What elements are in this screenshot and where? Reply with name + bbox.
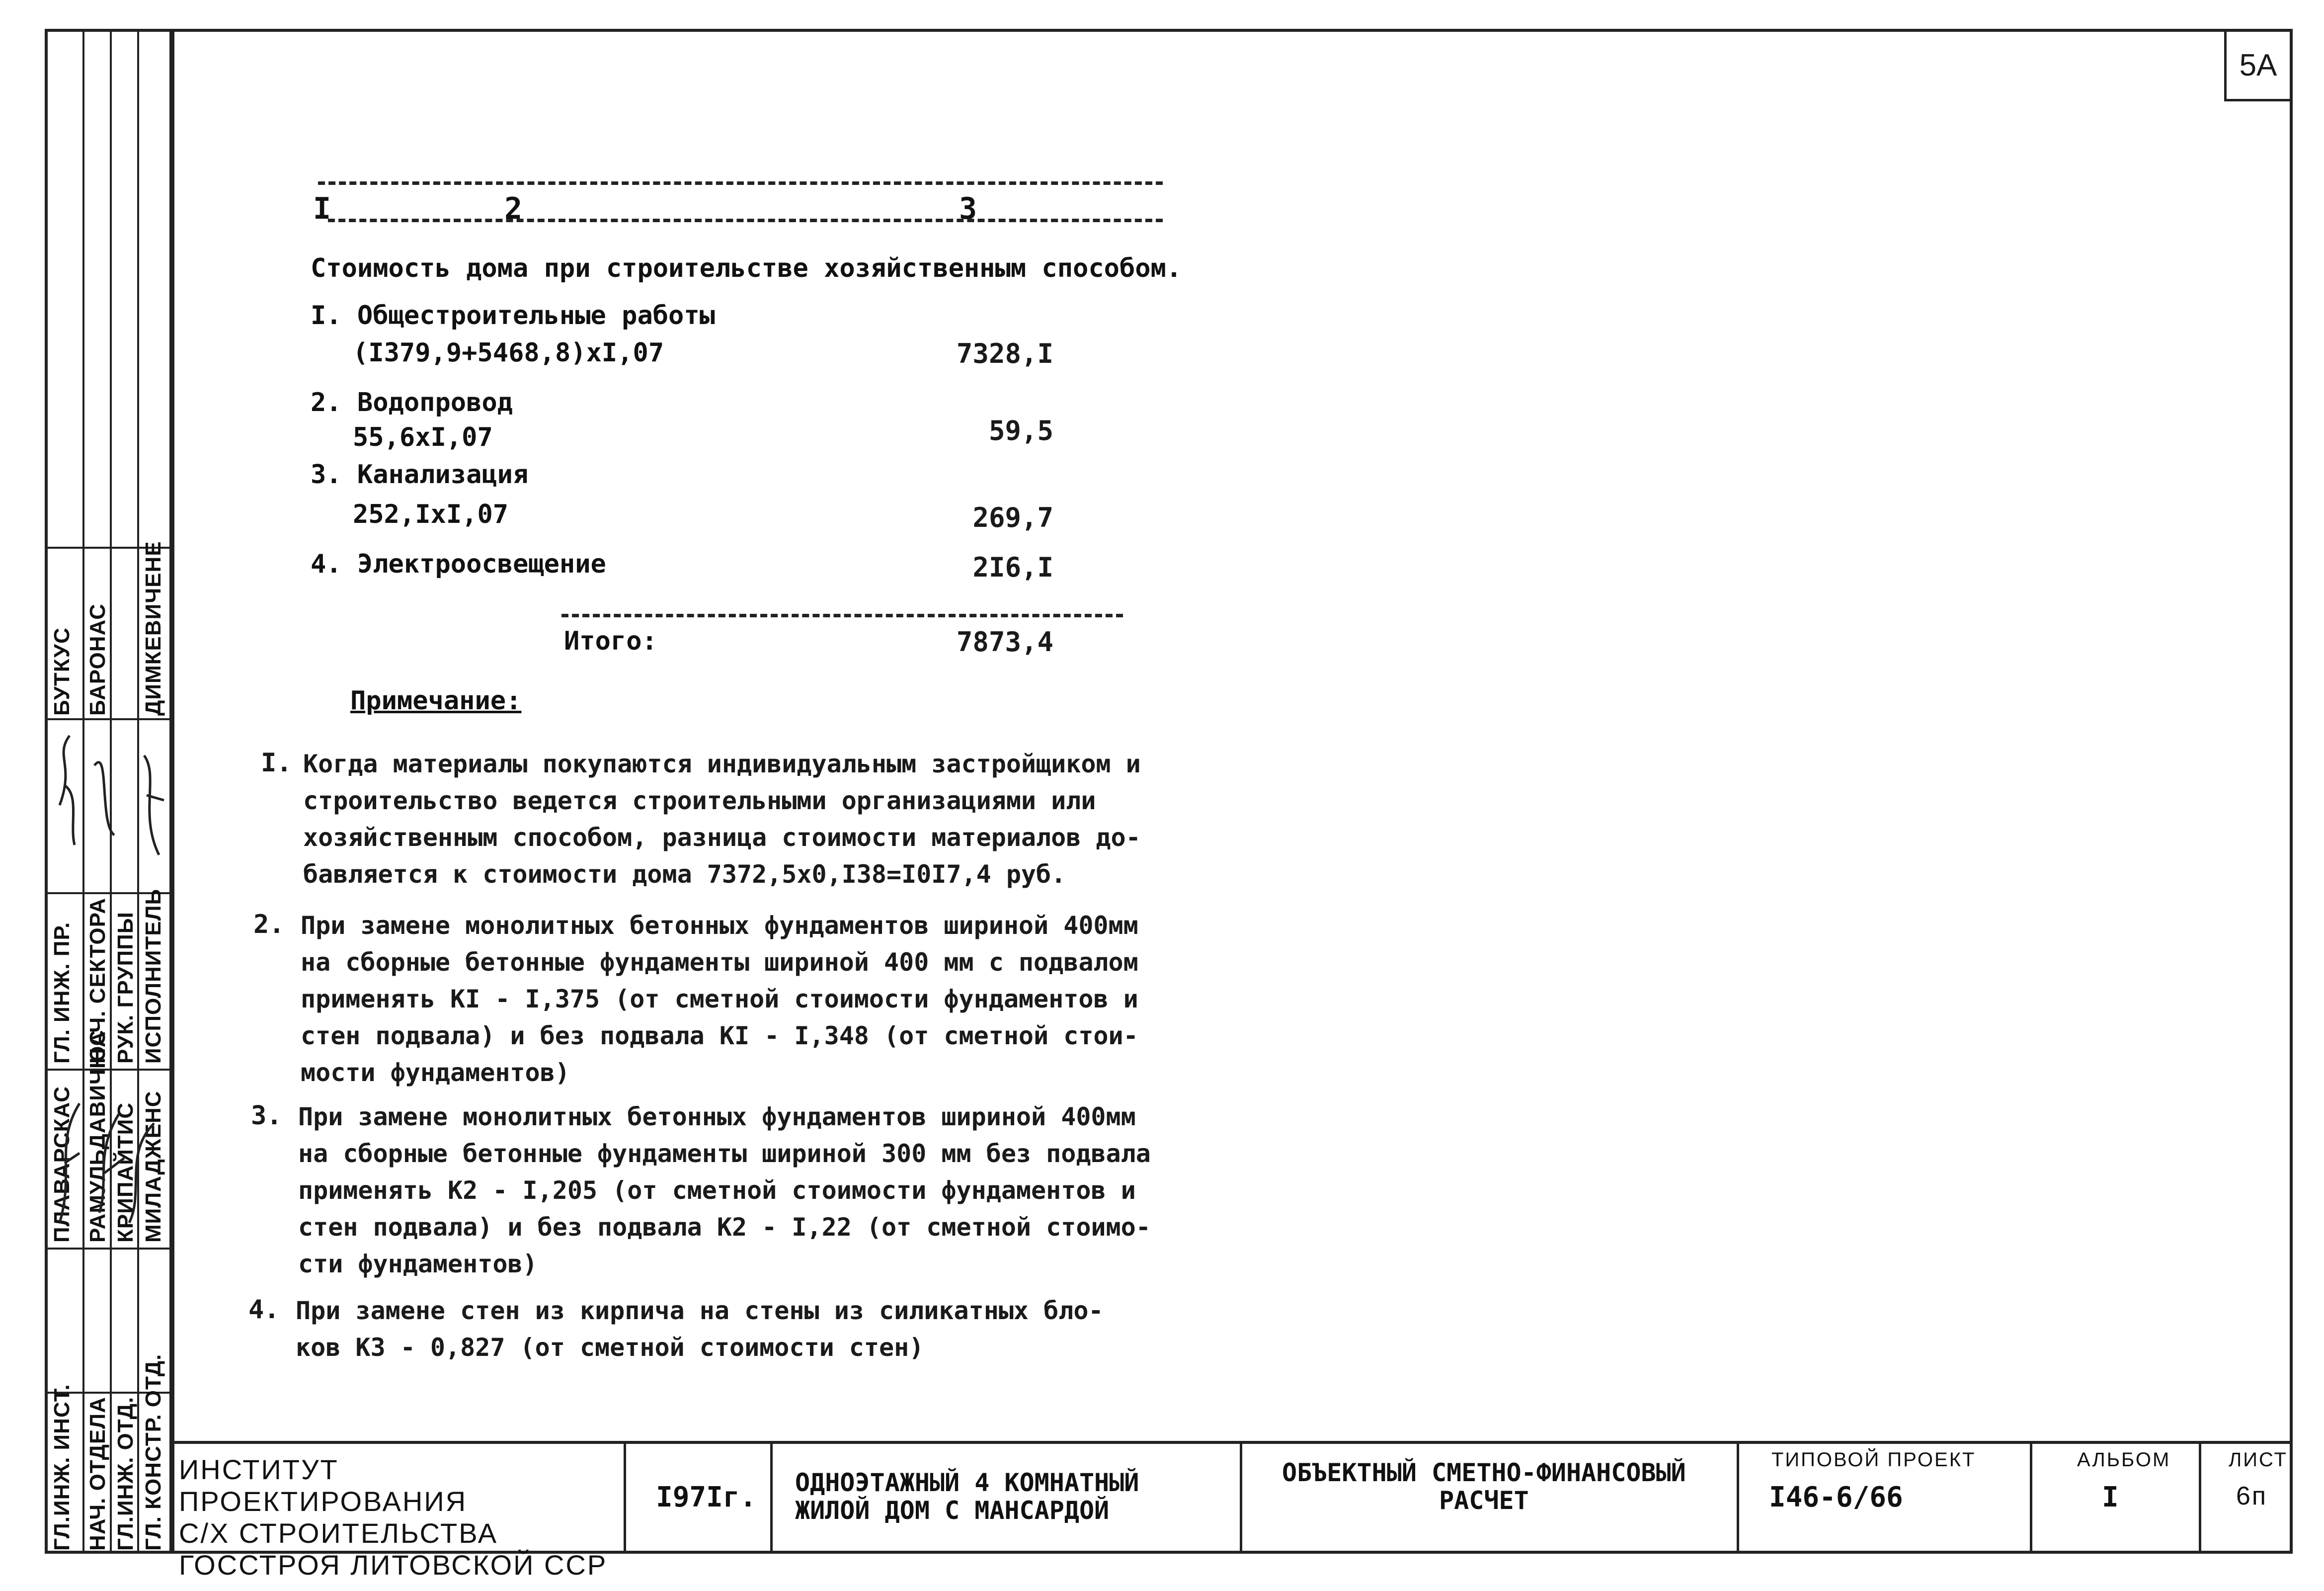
item-1-formula: (I379,9+5468,8)xI,07 [353,338,664,368]
note-2-number: 2. [253,910,285,939]
item-4-value: 2I6,I [972,552,1053,583]
title-cell-institute [171,1444,626,1581]
type-value: I46-6/66 [1769,1481,1903,1513]
item-3-value: 269,7 [972,502,1053,533]
column-header-1: I [313,191,331,226]
item-2-formula: 55,6xI,07 [353,422,493,452]
strip-role: ГЛ.ИНЖ. ИНСТ. [50,1384,74,1551]
note-1-text: Когда материалы покупаются индивидуальным застройщиком и строительство ведется строительными организациями или хозяйственным способом, разница стоимости материалов до- бавляется к стоимости дома 7372,5x0,I38=I0I7,4 руб. [303,750,1141,889]
item-4-label: 4. Электроосвещение [311,549,606,579]
sheet-value: 6п [2236,1482,2268,1510]
title-cell-album [2032,1444,2201,1554]
note-3-number: 3. [251,1101,282,1131]
note-1-number: I. [261,748,292,778]
strip-role: ИСПОЛНИТЕЛЬ [141,888,165,1064]
sheet-corner-number: 5А [2224,32,2290,101]
title-cell-object [773,1444,1242,1554]
column-header-2: 2 [504,191,523,226]
header-dash-top [318,181,1163,185]
strip-role: НАЧ. ОТДЕЛА [85,1397,110,1551]
note-title: Примечание: [350,686,522,716]
institute-name: ИНСТИТУТ ПРОЕКТИРОВАНИЯ С/Х СТРОИТЕЛЬСТВА ГОССТРОЯ ЛИТОВСКОЙ ССР [179,1454,608,1581]
strip-name: ПЛАВАРСКАС [50,1086,74,1243]
strip-role: РУК. ГРУППЫ [113,912,138,1064]
album-label: АЛЬБОМ [2077,1449,2171,1471]
strip-divider [45,718,171,720]
total-label: Итого: [564,626,657,656]
sheet-label: ЛИСТ [2229,1449,2288,1471]
object-name: ОДНОЭТАЖНЫЙ 4 КОМНАТНЫЙ ЖИЛОЙ ДОМ С МАНСАРДОЙ [795,1468,1139,1525]
note-2-text: При замене монолитных бетонных фундаментов шириной 400мм на сборные бетонные фундаменты шириной 400 мм с подвалом применять KI - I,375 (от сметной стоимости фундаментов и стен подвала) и без подвала KI - I,348 (от сметной стои- мости фундаментов) [301,911,1138,1087]
item-3-label: 3. Канализация [311,460,529,490]
strip-name: ДИМКЕВИЧЕНЕ [141,541,165,716]
note-4-number: 4. [248,1295,280,1325]
note-3-text: При замене монолитных бетонных фундаментов шириной 400мм на сборные бетонные фундаменты шириной 300 мм без подвала применять K2 - I,205 (от сметной стоимости фундаментов и стен подвала) и без подвала K2 - I,22 (от сметной стоимо- сти фундаментов) [298,1102,1151,1278]
item-2-label: 2. Водопровод [311,388,513,418]
title-cell-sheet [2201,1444,2293,1554]
strip-role: НАЧ. СЕКТОРА [85,898,110,1064]
type-label: ТИПОВОЙ ПРОЕКТ [1771,1449,1976,1471]
strip-name: БАРОНАС [85,603,110,716]
total-dash [561,614,1123,617]
item-1-label: I. Общестроительные работы [311,301,715,331]
item-2-value: 59,5 [988,415,1053,446]
note-4-text: При замене стен из кирпича на стены из силикатных бло- ков K3 - 0,827 (от сметной стоимости стен) [296,1296,1104,1362]
strip-name: МИЛАДЖЕНС [141,1090,165,1243]
section-heading: Стоимость дома при строительстве хозяйственным способом. [311,253,1182,283]
strip-role: ГЛ.ИНЖ. ОТД. [113,1396,138,1551]
document-name: ОБЪЕКТНЫЙ СМЕТНО-ФИНАНСОВЫЙ РАСЧЕТ [1282,1458,1686,1515]
strip-name: РАМУЛЬДАВИЧЮС [85,1029,110,1243]
header-dash-bottom [328,219,1163,222]
total-value: 7873,4 [956,626,1053,658]
year: I97Iг. [656,1481,757,1513]
strip-name: КРИПАЙТИС [113,1102,138,1243]
title-cell-year [626,1444,773,1554]
album-value: I [2102,1481,2119,1513]
strip-role: ГЛ. ИНЖ. ПР. [50,921,74,1064]
column-header-3: 3 [959,191,977,226]
strip-role: ГЛ. КОНСТР. ОТД. [141,1353,165,1551]
item-1-value: 7328,I [956,338,1053,369]
signatures-graphic [45,726,171,1248]
strip-name: БУТКУС [50,627,74,716]
title-cell-type [1739,1444,2032,1554]
item-3-formula: 252,IxI,07 [353,500,509,529]
title-block [171,1441,2293,1581]
title-cell-doc [1242,1444,1739,1554]
strip-divider [45,1248,171,1250]
